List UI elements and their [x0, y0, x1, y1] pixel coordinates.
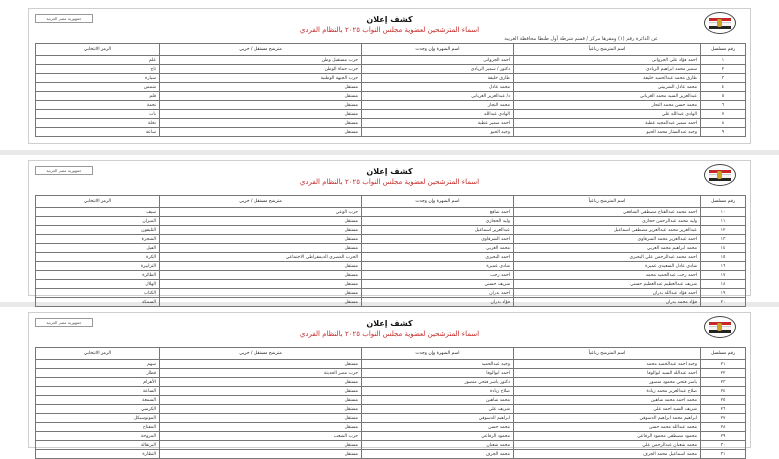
table-cell: محمد عادل الشربيني: [514, 83, 701, 92]
table-cell: ٦: [701, 101, 746, 110]
table-cell: محمد العربي: [362, 244, 514, 253]
table-cell: حزب حماة الوطن: [160, 65, 362, 74]
table-cell: الساعة: [36, 387, 160, 396]
table-cell: ٣: [701, 74, 746, 83]
table-cell: محمد النجار: [362, 101, 514, 110]
table-cell: المفتاح: [36, 423, 160, 432]
table-cell: ٩: [701, 128, 746, 137]
table-header-row: [36, 44, 746, 56]
table-cell: وليد محمد عبدالرحمن حجازي: [514, 217, 701, 226]
table-cell: الترابيزة: [36, 262, 160, 271]
table-cell: ١٠: [701, 208, 746, 217]
table-cell: مستقل: [160, 101, 362, 110]
table-cell: مستقل: [160, 289, 362, 298]
table-cell: مستقل: [160, 119, 362, 128]
table-row: [36, 289, 746, 298]
table-cell: ابراهيم محمد ابراهيم الدسوقي: [514, 414, 701, 423]
table-cell: محمد حسن: [362, 423, 514, 432]
table-cell: مستقل: [160, 378, 362, 387]
table-cell: شريف علي: [362, 405, 514, 414]
table-row: [36, 262, 746, 271]
table-cell: مستقل: [160, 423, 362, 432]
page-separator: [0, 150, 779, 155]
table-cell: احمد شافع: [362, 208, 514, 217]
column-header: اسم المترشح رباعياً: [514, 348, 701, 360]
table-cell: تاج: [36, 65, 160, 74]
notice-sheet: [28, 160, 751, 305]
table-cell: ٧: [701, 110, 746, 119]
table-cell: قلم: [36, 92, 160, 101]
table-cell: مستقل: [160, 396, 362, 405]
column-header: الرمز الانتخابي: [36, 196, 160, 208]
stamp-box: جمهورية مصر العربية: [35, 166, 93, 175]
table-cell: حزب مصر الحديثة: [160, 369, 362, 378]
table-cell: وليد الحجازي: [362, 217, 514, 226]
table-row: [36, 414, 746, 423]
table-cell: ٢٩: [701, 432, 746, 441]
sheet-subtitle: اسماء المترشحين لعضوية مجلس النواب ٢٠٢٥ بالنظام الفردي: [299, 330, 480, 338]
column-header: رقم مسلسل: [701, 196, 746, 208]
table-row: [36, 208, 746, 217]
table-row: [36, 378, 746, 387]
table-cell: الحزب المصري الديمقراطي الاجتماعي: [160, 253, 362, 262]
table-row: [36, 65, 746, 74]
table-cell: محمد احمد محمد شاهين: [514, 396, 701, 405]
column-header: اسم المترشح رباعياً: [514, 196, 701, 208]
table-cell: الكرة: [36, 253, 160, 262]
table-row: [36, 405, 746, 414]
table-cell: احمد عبدالله السيد ابوالوفا: [514, 369, 701, 378]
table-cell: ١٩: [701, 289, 746, 298]
table-row: [36, 101, 746, 110]
table-cell: شادي عميرة: [362, 262, 514, 271]
table-row: [36, 253, 746, 262]
table-row: [36, 217, 746, 226]
table-cell: مستقل: [160, 128, 362, 137]
candidates-table: [35, 43, 746, 137]
table-cell: طارق خليفة: [362, 74, 514, 83]
table-row: [36, 360, 746, 369]
table-cell: د/ عبدالعزيز الغرباني: [362, 92, 514, 101]
table-header-row: [36, 348, 746, 360]
table-cell: الهادي عبدالله: [362, 110, 514, 119]
table-row: [36, 128, 746, 137]
table-cell: دكتور / سمير الزيادي: [362, 65, 514, 74]
sheet-subtitle: اسماء المترشحين لعضوية مجلس النواب ٢٠٢٥ بالنظام الفردي: [299, 178, 480, 186]
column-header: مترشح مستقل / حزبي: [160, 196, 362, 208]
table-cell: مستقل: [160, 414, 362, 423]
table-header-row: [36, 196, 746, 208]
table-cell: الكرسي: [36, 405, 160, 414]
table-row: [36, 271, 746, 280]
candidates-table: [35, 195, 746, 307]
table-cell: محمد شعبان عبدالرحمن علي: [514, 441, 701, 450]
table-cell: احمد محمد عبدالفتاح مصطفى الشافعي: [514, 208, 701, 217]
table-row: [36, 280, 746, 289]
column-header: اسم المترشح رباعياً: [514, 44, 701, 56]
column-header: مترشح مستقل / حزبي: [160, 348, 362, 360]
table-row: [36, 450, 746, 459]
table-cell: مستقل: [160, 83, 362, 92]
table-cell: ١٨: [701, 280, 746, 289]
table-cell: احمد رجب: [362, 271, 514, 280]
table-row: [36, 74, 746, 83]
table-cell: ٢٨: [701, 423, 746, 432]
table-cell: شريف السيد احمد علي: [514, 405, 701, 414]
table-cell: ١٣: [701, 235, 746, 244]
table-cell: حزب مستقبل وطن: [160, 56, 362, 65]
table-cell: ٢٠: [701, 298, 746, 307]
table-cell: مستقل: [160, 244, 362, 253]
table-cell: ٢٤: [701, 387, 746, 396]
table-cell: الهادي عبدالله علي: [514, 110, 701, 119]
table-cell: محمود مصطفى محمود الرفاعي: [514, 432, 701, 441]
table-cell: عبدالعزيز محمد عبدالعزيز مصطفى اسماعيل: [514, 226, 701, 235]
table-cell: ١٤: [701, 244, 746, 253]
table-cell: الشمعة: [36, 396, 160, 405]
table-cell: ١٥: [701, 253, 746, 262]
table-cell: ساعة: [36, 128, 160, 137]
table-cell: الهلال: [36, 280, 160, 289]
table-cell: احمد رجب عبدالحميد محمد: [514, 271, 701, 280]
notice-sheet: [28, 8, 751, 144]
table-cell: صلاح زيادة: [362, 387, 514, 396]
table-row: [36, 369, 746, 378]
table-cell: ياسر فتحي محمود منصور: [514, 378, 701, 387]
table-cell: محمد شعبان: [362, 441, 514, 450]
table-cell: مستقل: [160, 360, 362, 369]
table-cell: محمد عبدالله محمد حسن: [514, 423, 701, 432]
table-cell: احمد سمير عطية: [362, 119, 514, 128]
table-cell: الميزان: [36, 217, 160, 226]
table-row: [36, 441, 746, 450]
table-cell: احمد الشرقاوي: [362, 235, 514, 244]
sheet-title: كشف إعلان: [366, 15, 413, 24]
table-cell: عبدالعزيز اسماعيل: [362, 226, 514, 235]
table-cell: ابراهيم الدسوقي: [362, 414, 514, 423]
table-cell: النظارة: [36, 450, 160, 459]
table-cell: التليفون: [36, 226, 160, 235]
table-cell: محمود الرفاعي: [362, 432, 514, 441]
table-cell: فؤاد محمد بدران: [514, 298, 701, 307]
sheet-title: كشف إعلان: [366, 319, 413, 328]
table-cell: سهم: [36, 360, 160, 369]
table-cell: قطار: [36, 369, 160, 378]
table-cell: مستقل: [160, 441, 362, 450]
table-cell: الأهرام: [36, 378, 160, 387]
table-cell: مستقل: [160, 92, 362, 101]
table-cell: محمد شاهين: [362, 396, 514, 405]
table-cell: وجيه الحبو: [362, 128, 514, 137]
table-cell: ٢٥: [701, 396, 746, 405]
table-cell: صلاح عبدالعزيز محمد زيادة: [514, 387, 701, 396]
table-cell: ٣٠: [701, 441, 746, 450]
table-row: [36, 244, 746, 253]
table-cell: ١٦: [701, 262, 746, 271]
column-header: اسم الشهرة وإن وجدت: [362, 348, 514, 360]
table-cell: مستقل: [160, 298, 362, 307]
table-cell: ١١: [701, 217, 746, 226]
table-cell: الموتوسيكل: [36, 414, 160, 423]
table-cell: باب: [36, 110, 160, 119]
column-header: اسم الشهرة وإن وجدت: [362, 196, 514, 208]
table-cell: الفيل: [36, 244, 160, 253]
table-cell: احمد فؤاد عبدالله بدران: [514, 289, 701, 298]
table-cell: الطائرة: [36, 271, 160, 280]
table-cell: نجمة: [36, 101, 160, 110]
table-cell: شريف عبدالعظيم عبدالعظيم حسني: [514, 280, 701, 289]
table-cell: محمد الجرف: [362, 450, 514, 459]
table-row: [36, 235, 746, 244]
table-row: [36, 110, 746, 119]
table-row: [36, 298, 746, 307]
table-cell: مستقل: [160, 405, 362, 414]
table-cell: ٤: [701, 83, 746, 92]
table-cell: الكتاب: [36, 289, 160, 298]
table-cell: ١: [701, 56, 746, 65]
table-cell: مستقل: [160, 387, 362, 396]
table-cell: دكتور ياسر فتحي منصور: [362, 378, 514, 387]
table-cell: وجيه عبدالستار محمد الحبو: [514, 128, 701, 137]
table-cell: مستقل: [160, 450, 362, 459]
table-cell: ٨: [701, 119, 746, 128]
table-cell: مستقل: [160, 280, 362, 289]
table-cell: ٢٧: [701, 414, 746, 423]
table-cell: مستقل: [160, 262, 362, 271]
column-header: رقم مسلسل: [701, 44, 746, 56]
table-cell: ١٧: [701, 271, 746, 280]
table-cell: وجيه احمد عبدالحميد محمد: [514, 360, 701, 369]
table-cell: محمد عادل: [362, 83, 514, 92]
sheet-title: كشف إعلان: [366, 167, 413, 176]
table-cell: عبدالعزيز السيد محمد الغرباني: [514, 92, 701, 101]
district-line: عن الدائرة رقم (١) ومقرها مركز / قسم شرطة أول طنطا محافظة الغربية: [504, 36, 658, 42]
table-row: [36, 432, 746, 441]
table-cell: ٢١: [701, 360, 746, 369]
table-cell: احمد ابوالوفا: [362, 369, 514, 378]
table-row: [36, 396, 746, 405]
table-cell: احمد بدران: [362, 289, 514, 298]
table-cell: احمد البحيري: [362, 253, 514, 262]
table-cell: محمد ابراهيم محمد العربي: [514, 244, 701, 253]
table-row: [36, 423, 746, 432]
table-cell: سيارة: [36, 74, 160, 83]
table-cell: مستقل: [160, 110, 362, 119]
stamp-box: جمهورية مصر العربية: [35, 318, 93, 327]
table-row: [36, 83, 746, 92]
table-cell: محمد حسن محمد النجار: [514, 101, 701, 110]
sheet-subtitle: اسماء المترشحين لعضوية مجلس النواب ٢٠٢٥ بالنظام الفردي: [299, 26, 480, 34]
table-cell: شريف حسني: [362, 280, 514, 289]
table-cell: ٥: [701, 92, 746, 101]
table-cell: الشجرة: [36, 235, 160, 244]
candidates-table: [35, 347, 746, 459]
table-row: [36, 226, 746, 235]
table-cell: مستقل: [160, 217, 362, 226]
table-cell: احمد محمد عبدالرحمن علي البحيري: [514, 253, 701, 262]
table-cell: فؤاد بدران: [362, 298, 514, 307]
stamp-box: جمهورية مصر العربية: [35, 14, 93, 23]
table-row: [36, 56, 746, 65]
table-cell: ١٢: [701, 226, 746, 235]
notice-sheet: [28, 312, 751, 457]
table-cell: احمد عبدالعزيز محمد الشرقاوي: [514, 235, 701, 244]
table-row: [36, 387, 746, 396]
table-cell: نخلة: [36, 119, 160, 128]
column-header: رقم مسلسل: [701, 348, 746, 360]
table-cell: حزب الجبهة الوطنية: [160, 74, 362, 83]
column-header: الرمز الانتخابي: [36, 44, 160, 56]
column-header: الرمز الانتخابي: [36, 348, 160, 360]
table-cell: احمد سمير عبدالمجيد عطية: [514, 119, 701, 128]
table-cell: شمس: [36, 83, 160, 92]
table-cell: حزب الوعي: [160, 208, 362, 217]
table-row: [36, 92, 746, 101]
table-cell: ٢: [701, 65, 746, 74]
table-cell: سيف: [36, 208, 160, 217]
table-cell: طارق محمد عبدالحميد خليفة: [514, 74, 701, 83]
table-row: [36, 119, 746, 128]
table-cell: ٢٦: [701, 405, 746, 414]
table-cell: المروحة: [36, 432, 160, 441]
table-cell: البرتقالة: [36, 441, 160, 450]
table-cell: السمكة: [36, 298, 160, 307]
table-cell: وجيه عبدالحميد: [362, 360, 514, 369]
table-cell: حزب الشعب: [160, 432, 362, 441]
table-cell: محمد اسماعيل محمد الجرف: [514, 450, 701, 459]
table-cell: شادي عادل السعيدي عميرة: [514, 262, 701, 271]
table-cell: ٢٣: [701, 378, 746, 387]
table-cell: ٣١: [701, 450, 746, 459]
table-cell: احمد الجروانى: [362, 56, 514, 65]
table-cell: احمد فؤاد علي الجروانى: [514, 56, 701, 65]
table-cell: سمير محمد ابراهيم الزيادي: [514, 65, 701, 74]
table-cell: ٢٢: [701, 369, 746, 378]
table-cell: مستقل: [160, 235, 362, 244]
column-header: اسم الشهرة وإن وجدت: [362, 44, 514, 56]
table-cell: مستقل: [160, 226, 362, 235]
column-header: مترشح مستقل / حزبي: [160, 44, 362, 56]
table-cell: مستقل: [160, 271, 362, 280]
table-cell: علم: [36, 56, 160, 65]
